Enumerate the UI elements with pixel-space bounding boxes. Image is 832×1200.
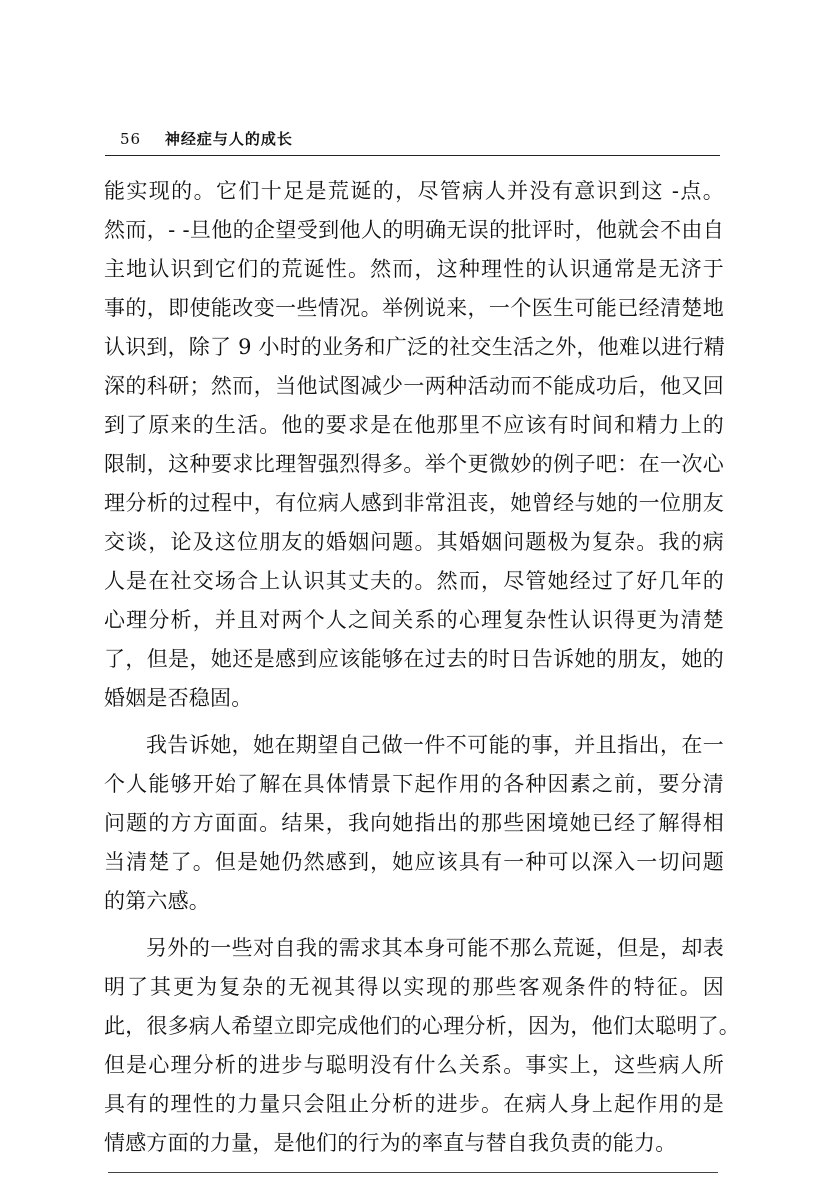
- text-line: 另外的一些对自我的需求其本身可能不那么荒诞，但是，却表: [146, 936, 724, 960]
- text-line: 认识到，除了 9 小时的业务和广泛的社交生活之外，他难以进行精: [104, 335, 725, 359]
- footer-rule: [108, 1172, 718, 1173]
- text-line: 明了其更为复杂的无视其得以实现的那些客观条件的特征。因: [104, 975, 724, 999]
- text-line: 限制，这种要求比理智强烈得多。举个更微妙的例子吧：在一次心: [104, 452, 724, 476]
- text-line: 但是心理分析的进步与聪明没有什么关系。事实上，这些病人所: [104, 1053, 724, 1077]
- page-number: 56: [120, 130, 142, 148]
- text-line: 了，但是，她还是感到应该能够在过去的时日告诉她的朋友，她的: [104, 647, 724, 671]
- running-title: 神经症与人的成长: [164, 130, 293, 148]
- body-text: [104, 172, 740, 1163]
- text-line: 当清楚了。但是她仍然感到，她应该具有一种可以深入一切问题: [104, 850, 724, 874]
- text-line: 事的，即使能改变一些情况。举例说来，一个医生可能已经清楚地: [104, 296, 724, 320]
- text-line: 婚姻是否稳固。: [104, 686, 253, 710]
- header-rule: [105, 155, 720, 156]
- text-line: 理分析的过程中，有位病人感到非常沮丧，她曾经与她的一位朋友: [104, 491, 724, 515]
- text-line: 到了原来的生活。他的要求是在他那里不应该有时间和精力上的: [104, 413, 724, 437]
- paragraph-3: [104, 929, 740, 1163]
- text-line: 能实现的。它们十足是荒诞的，尽管病人并没有意识到这 -点。: [104, 179, 724, 203]
- text-line: 心理分析，并且对两个人之间关系的心理复杂性认识得更为清楚: [104, 608, 724, 632]
- text-line: 具有的理性的力量只会阻止分析的进步。在病人身上起作用的是: [104, 1092, 724, 1116]
- paragraph-gap: [104, 921, 724, 929]
- text-line: 主地认识到它们的荒诞性。然而，这种理性的认识通常是无济于: [104, 257, 724, 281]
- text-line: 人是在社交场合上认识其丈夫的。然而，尽管她经过了好几年的: [104, 569, 724, 593]
- text-line: 个人能够开始了解在具体情景下起作用的各种因素之前，要分清: [104, 772, 724, 796]
- text-line: 此，很多病人希望立即完成他们的心理分析，因为，他们太聪明了。: [104, 1014, 740, 1038]
- text-line: 情感方面的力量，是他们的行为的率直与替自我负责的能力。: [104, 1131, 677, 1155]
- text-line: 的第六感。: [104, 889, 210, 913]
- text-line: 问题的方方面面。结果，我向她指出的那些困境她已经了解得相: [104, 811, 724, 835]
- paragraph-gap: [104, 718, 724, 726]
- text-line: 深的科研；然而，当他试图减少一两种活动而不能成功后，他又回: [104, 374, 724, 398]
- paragraph-1: [104, 172, 724, 718]
- text-line: 交谈，论及这位朋友的婚姻问题。其婚姻问题极为复杂。我的病: [104, 530, 724, 554]
- paragraph-2: [104, 726, 724, 921]
- text-line: 然而，- -旦他的企望受到他人的明确无误的批评时，他就会不由自: [104, 218, 724, 242]
- text-line: 我告诉她，她在期望自己做一件不可能的事，并且指出，在一: [146, 733, 724, 757]
- running-header: [120, 128, 293, 149]
